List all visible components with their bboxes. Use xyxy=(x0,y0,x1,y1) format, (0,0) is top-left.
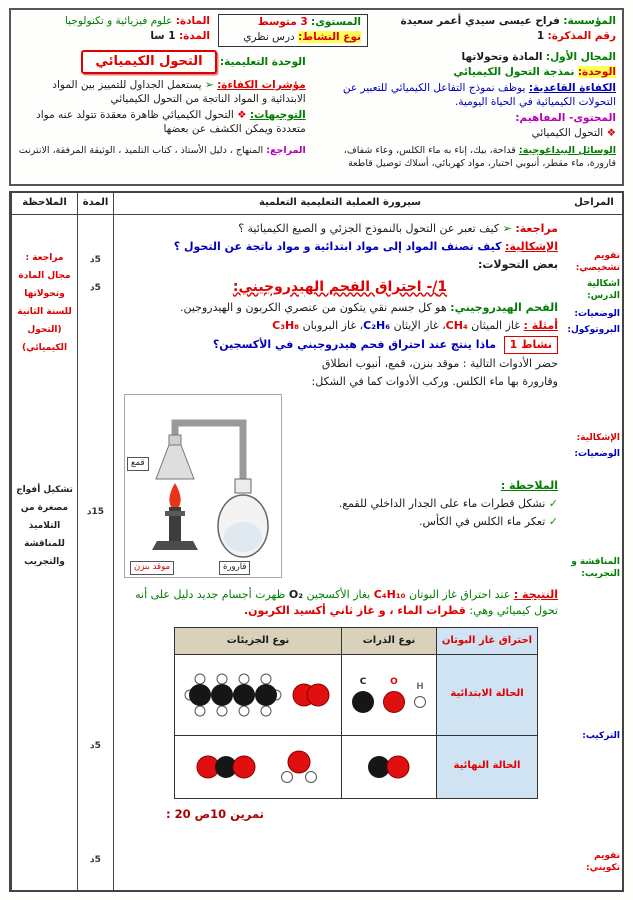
atom-letter: O xyxy=(390,676,398,687)
example-name: ، غاز البروبان xyxy=(302,319,364,333)
examples-label: أمثلة : xyxy=(523,319,558,333)
duration-value: 15د xyxy=(86,507,105,517)
stage-item: تقويم تكويني: xyxy=(585,851,620,873)
duration-value: 5د xyxy=(90,283,101,293)
level-value: 3 متوسط xyxy=(257,16,308,28)
oxygen-atom xyxy=(382,676,406,714)
mol-col-header-molecules: نوع الجزيئات xyxy=(175,628,341,654)
indicators-label: مؤشرات الكفاءة: xyxy=(217,78,306,91)
apparatus-diagram-icon xyxy=(125,395,281,577)
carbon-atom xyxy=(351,676,375,714)
formula-c3h8: C₃H₈ xyxy=(272,319,300,333)
molecules-cell-initial xyxy=(175,655,341,735)
materials-label: الوسائل البيداغوجية: xyxy=(518,144,616,156)
transformations-heading: بعض التحولات: xyxy=(477,257,558,271)
stage-item: المناقشة و التجريب: xyxy=(571,557,620,579)
carbon-oxygen-pair-icon xyxy=(366,753,412,781)
hydrogen-atom xyxy=(413,681,427,709)
activity-line xyxy=(122,336,558,354)
materials-text: قداحة، بيك، إناء به ماء الكلس، وعاء شفاف، قارورة، ماء مقطر، أنبوبي اختبار، مواد كهربائي، أسلاك توصيل قاطعة xyxy=(343,144,616,169)
references-block xyxy=(17,145,306,171)
level-label: المستوى: xyxy=(311,16,361,28)
check-icon: ✓ xyxy=(548,496,558,510)
stage-item: الوضعيات: xyxy=(574,309,620,319)
domain-label: المجال الأول: xyxy=(545,50,616,63)
memo-label: رقم المذكرة: xyxy=(547,30,616,43)
competency-label: الكفاءة القاعدية: xyxy=(528,81,616,94)
stage-item: اشكالية الدرس: xyxy=(586,279,620,301)
diamond-bullet-icon: ❖ xyxy=(237,108,247,121)
header-top-strip xyxy=(17,14,616,47)
formula-c2h6: C₂H₆ xyxy=(363,319,391,333)
stage-item: الإشكالية: xyxy=(576,433,620,443)
molecule-table xyxy=(174,627,538,799)
process-column xyxy=(113,215,566,890)
header-main xyxy=(17,50,616,142)
observation-item: نشكل قطرات ماء على الجدار الداخلي للقمع. xyxy=(338,496,546,510)
row-label-initial: الحالة الابتدائية xyxy=(437,655,537,735)
review-label: مراجعة: xyxy=(515,222,558,235)
atom-letter: H xyxy=(416,681,424,692)
water-molecule-icon xyxy=(276,747,322,787)
guidelines-label: التوجيهات: xyxy=(249,108,306,121)
duration-column xyxy=(77,215,113,890)
activity-badge: نشاط 1 xyxy=(504,336,558,354)
lesson-table xyxy=(9,191,624,892)
subject-value: علوم فيزيائية و تكنولوجيا xyxy=(64,15,173,27)
hydrogen-atom-icon xyxy=(413,695,427,709)
time-value: 1 سا xyxy=(150,30,176,43)
domain-value: المادة وتحولاتها xyxy=(461,50,543,63)
review-line xyxy=(122,221,558,237)
time-label: المدة: xyxy=(178,30,210,43)
subject-block xyxy=(17,14,210,47)
burner-label: موقد بنزن xyxy=(130,561,174,575)
content-label: المحتوى- المفاهيم: xyxy=(515,111,616,124)
stages-column xyxy=(566,215,622,890)
notes-column xyxy=(11,215,77,890)
lesson-title-box: التحول الكيميائي xyxy=(81,50,216,74)
row-label-final: الحالة النهائية xyxy=(437,736,537,798)
tools-line-2: وقارورة بها ماء الكلس. وركب الأدوات كما في الشكل: xyxy=(311,374,558,388)
column-header-duration: المدة xyxy=(77,193,113,215)
observation-item: تعكر ماء الكلس في الكأس. xyxy=(419,514,546,528)
oxygen-atom-icon xyxy=(382,690,406,714)
atom-letter: C xyxy=(359,676,367,687)
header-right-column xyxy=(316,50,616,142)
materials-block xyxy=(316,145,616,171)
check-icon: ✓ xyxy=(548,514,558,528)
activity-question: ماذا ينتج عند احتراق فحم هيدروجيني في الأكسجين؟ xyxy=(212,337,497,351)
atoms-cell-initial xyxy=(342,655,436,735)
references-label: المراجع: xyxy=(266,144,306,156)
note-item: تشكيل أفواج مصغرة من التلاميذ للمناقشة والتجريب xyxy=(16,485,73,567)
duration-value: 5د xyxy=(90,255,101,265)
observation-label: الملاحظة : xyxy=(500,478,558,492)
example-name: غاز الميثان xyxy=(471,319,521,333)
section-title: 1/- احتراق الفحم الهيدروجيني: xyxy=(232,278,448,295)
activity-type-label: نوع النشاط: xyxy=(298,31,361,44)
result-block xyxy=(122,582,558,619)
flask-label: قارورة xyxy=(219,561,250,575)
funnel-label: قمع xyxy=(127,457,149,471)
institution-block xyxy=(376,14,616,47)
result-products: قطرات الماء ، و غاز ثاني أكسيد الكربون. xyxy=(243,603,466,617)
result-text: عند احتراق غاز البوتان xyxy=(408,587,511,601)
examples-line xyxy=(122,318,558,334)
header-bottom xyxy=(17,145,616,171)
header-box xyxy=(9,8,624,186)
stage-item: البروتوكول: xyxy=(567,325,620,335)
subject-label: المادة: xyxy=(175,15,210,27)
carbon-atom-icon xyxy=(351,690,375,714)
problem-question: كيف تصنف المواد إلى مواد ابتدائية و مواد ناتجة عن التحول ؟ xyxy=(173,239,502,253)
teaching-unit-label: الوحدة التعليمية: xyxy=(219,55,306,68)
carbon-dioxide-molecule-icon xyxy=(194,746,258,788)
problem-label: الإشكالية: xyxy=(505,239,558,253)
column-header-process: سيرورة العملية التعليمية التعلمية xyxy=(113,193,566,215)
formula-c4h10: C₄H₁₀ xyxy=(373,587,406,601)
activity-type-value: درس نظري xyxy=(243,31,295,44)
guidelines-text: التحول الكيميائي ظاهرة معقدة تتولد عنه مواد متعددة ويمكن الكشف عن بعضها xyxy=(36,108,306,136)
level-activity-box xyxy=(218,14,368,47)
result-text: بغاز الأكسجين xyxy=(306,587,371,601)
unit-value: نمذجة التحول الكيميائي xyxy=(453,66,575,79)
review-question: كيف تعبر عن التحول بالنموذج الجزئي و الصيغ الكيميائية ؟ xyxy=(238,222,500,235)
arrow-bullet-icon: ➢ xyxy=(204,78,214,91)
butane-molecule-icon xyxy=(184,669,282,721)
apparatus-figure xyxy=(124,394,282,578)
dioxygen-molecule-icon xyxy=(290,669,332,721)
stage-item: التركيب: xyxy=(582,731,620,741)
formula-o2: O₂ xyxy=(288,587,304,601)
duration-value: 5د xyxy=(90,855,101,865)
institution-value: فراح عيسى سيدي أعمر سعيدة xyxy=(400,15,560,27)
hydrocarbon-label: الفحم الهيدروجيني: xyxy=(450,301,558,315)
stage-item: تقويم تشخيصي: xyxy=(575,251,620,273)
arrow-icon: ➢ xyxy=(502,222,512,235)
result-label: النتيجة : xyxy=(513,587,558,601)
mol-col-header-reaction: احتراق غاز البوتان xyxy=(437,628,537,654)
formula-ch4: CH₄ xyxy=(445,319,468,333)
tools-line-1: حضر الأدوات التالية : موقد بنزن، قمع، أنبوب انطلاق xyxy=(321,356,558,370)
column-header-stages: المراحل xyxy=(566,193,622,215)
references-text: المنهاج ، دليل الأستاذ ، كتاب التلميذ ، الوثيقة المرفقة، الانترنت xyxy=(18,144,264,156)
hydrocarbon-text: هو كل جسم نقي يتكون من عنصري الكربون و الهيدروجين. xyxy=(179,301,447,315)
memo-value: 1 xyxy=(536,30,545,43)
diamond-bullet-icon: ❖ xyxy=(606,127,616,140)
note-item: مراجعة : مجال المادة وتحولاتها للسنة الثانية (التحول الكيميائي) xyxy=(17,253,72,353)
header-left-column xyxy=(17,50,306,142)
result-text: ظهرت أجسام جديد دليل على أنه تحول كيميائي وهي: xyxy=(135,587,558,617)
molecules-cell-final xyxy=(175,736,341,798)
exercise-line: تمرين 10ص 20 : xyxy=(166,806,264,821)
content-item: التحول الكيميائي xyxy=(531,127,604,140)
duration-value: 5د xyxy=(90,741,101,751)
institution-label: المؤسسة: xyxy=(563,15,616,27)
column-header-notes: الملاحظة xyxy=(11,193,77,215)
problem-line xyxy=(122,239,558,255)
unit-label: الوحدة: xyxy=(577,66,616,79)
atoms-cell-final xyxy=(342,736,436,798)
experiment-section xyxy=(122,392,558,582)
stage-item: الوضعيات: xyxy=(574,449,620,459)
indicators-text: يستعمل الجداول للتمييز بين المواد الابتدائية و المواد الناتجة من التحول الكيميائي xyxy=(52,78,306,106)
competency-text: يوظف نموذج التفاعل الكيميائي للتعبير عن التحولات الكيميائية في الحياة اليومية. xyxy=(342,81,616,109)
example-name: ، غاز الإيثان xyxy=(393,319,446,333)
mol-col-header-atoms: نوع الذرات xyxy=(342,628,436,654)
definition-line xyxy=(122,300,558,316)
